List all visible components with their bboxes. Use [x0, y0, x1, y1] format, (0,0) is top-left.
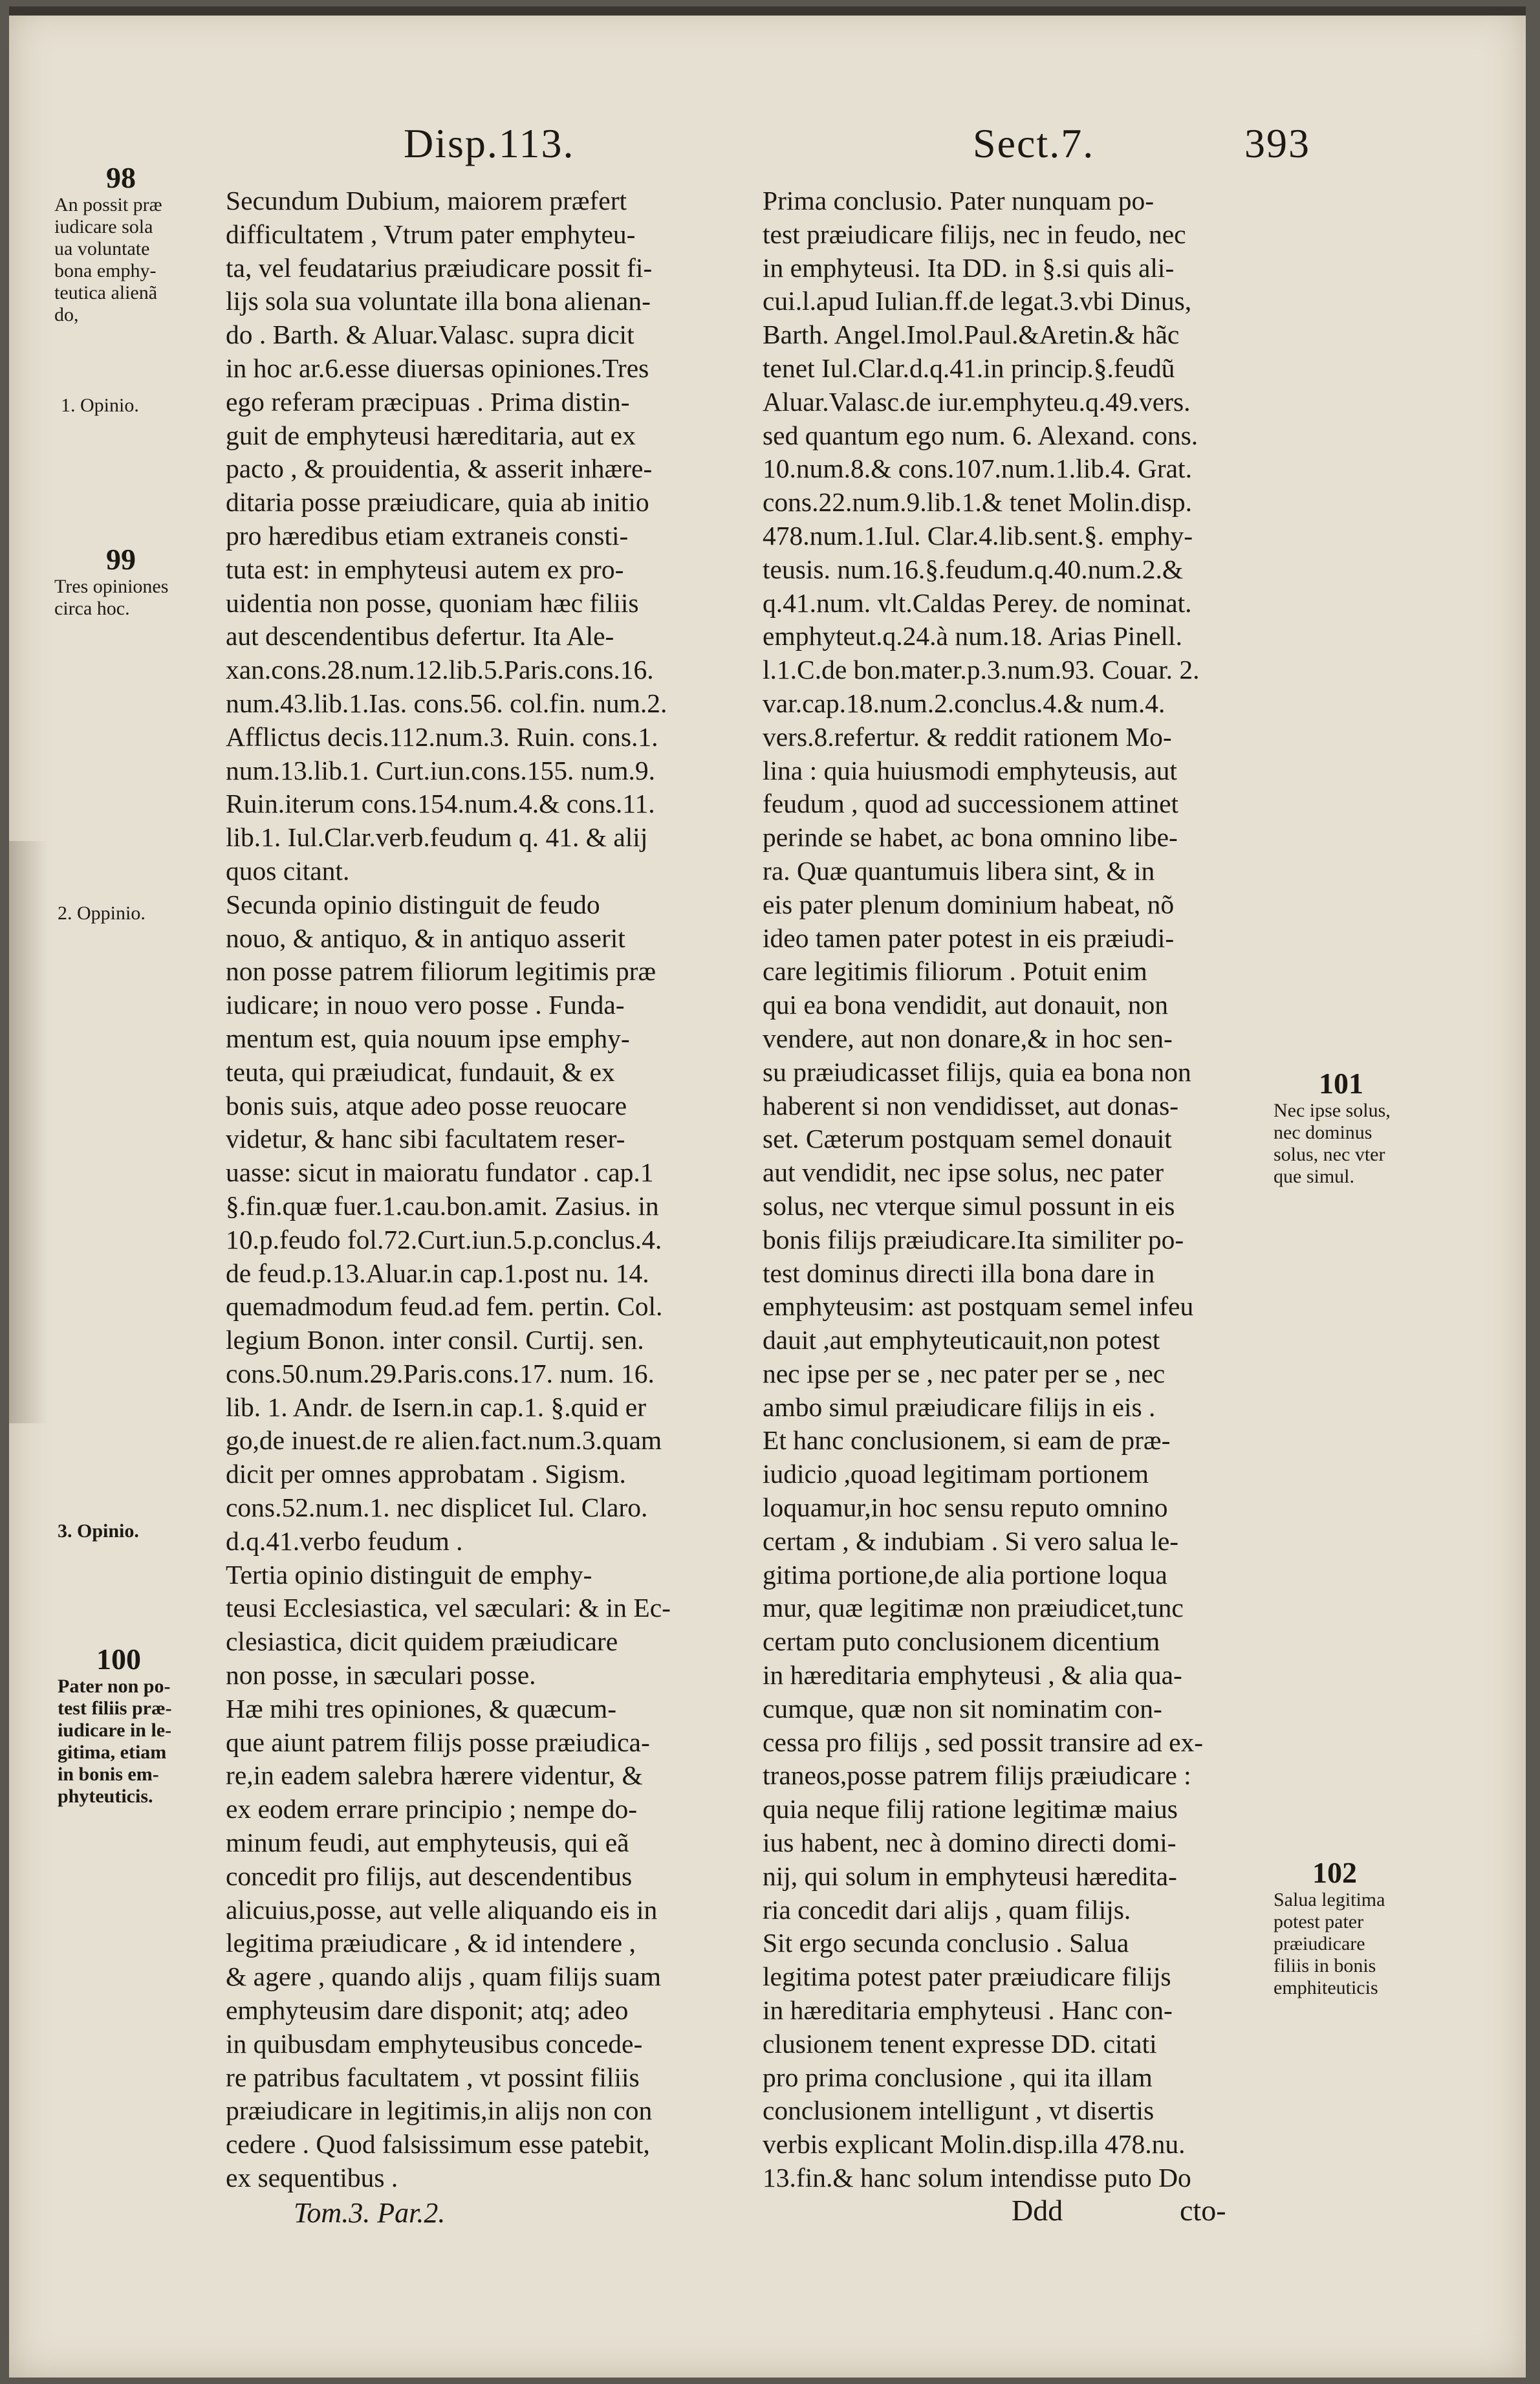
text-line: vers.8.refertur. & reddit rationem Mo- [763, 721, 1172, 752]
text-line: ra. Quæ quantumuis libera sint, & in [763, 855, 1155, 886]
margin-line: test filiis præ- [58, 1698, 172, 1719]
text-line: lib.1. Iul.Clar.verb.feudum q. 41. & alij [226, 822, 648, 853]
text-line: tenet Iul.Clar.d.q.41.in princip.§.feudũ [763, 353, 1175, 383]
text-line: ex eodem errare principio ; nempe do- [226, 1794, 638, 1824]
margin-line: solus, nec vter [1274, 1144, 1385, 1165]
footer-volume: Tom.3. Par.2. [294, 2197, 446, 2229]
margin-note-text [1274, 1100, 1422, 1188]
right-margin-note-101 [1274, 1067, 1422, 1188]
margin-line: Tres opiniones [54, 576, 169, 597]
text-line: Barth. Angel.Imol.Paul.&Aretin.& hãc [763, 320, 1180, 350]
text-line: alicuius,posse, aut velle aliquando eis in [226, 1894, 658, 1925]
text-line: 13.fin.& hanc solum intendisse puto Do [763, 2163, 1191, 2193]
margin-number: 100 [96, 1643, 141, 1676]
text-line: qui ea bona vendidit, aut donauit, non [763, 990, 1168, 1020]
text-line: cessa pro filijs , sed possit transire ad ex- [763, 1727, 1204, 1757]
text-line: Hæ mihi tres opiniones, & quæcum- [226, 1693, 617, 1723]
text-line: ria concedit dari alijs , quam filijs. [763, 1894, 1131, 1925]
margin-note-text [54, 576, 216, 620]
text-line: Ruin.iterum cons.154.num.4.& cons.11. [226, 789, 655, 819]
text-line: 10.num.8.& cons.107.num.1.lib.4. Grat. [763, 454, 1192, 484]
text-line: su præiudicasset filijs, quia ea bona non [763, 1056, 1191, 1087]
text-line: teuta, qui præiudicat, fundauit, & ex [226, 1056, 615, 1087]
text-line: traneos,posse patrem filijs præiudicare : [763, 1760, 1191, 1791]
text-line: concedit pro filijs, aut descendentibus [226, 1861, 633, 1891]
text-line: Secundum Dubium, maiorem præfert [226, 186, 627, 215]
text-line: §.fin.quæ fuer.1.cau.bon.amit. Zasius. in [226, 1190, 659, 1221]
margin-note-text [54, 194, 216, 326]
text-line: clesiastica, dicit quidem præiudicare [226, 1626, 618, 1657]
text-line: xan.cons.28.num.12.lib.5.Paris.cons.16. [226, 655, 654, 685]
text-line: legium Bonon. inter consil. Curtij. sen. [226, 1325, 644, 1355]
header-right: Sect.7. [973, 120, 1095, 166]
text-line: certam , & indubiam . Si vero salua le- [763, 1526, 1179, 1556]
text-line: uidentia non posse, quoniam hæc filiis [226, 587, 639, 618]
margin-line: iudicare in le- [58, 1720, 172, 1741]
margin-line: iudicare sola [54, 216, 153, 237]
text-line: in emphyteusi. Ita DD. in §.si quis ali- [763, 252, 1175, 283]
margin-line: præiudicare [1274, 1933, 1365, 1954]
text-line: ditaria posse præiudicare, quia ab initio [226, 487, 649, 518]
text-line: in hæreditaria emphyteusi . Hanc con- [763, 1995, 1173, 2026]
header-left: Disp.113. [404, 120, 575, 166]
text-line: uasse: sicut in maioratu fundator . cap.1 [226, 1157, 654, 1188]
book-page [9, 6, 1526, 2378]
left-margin-opinio-3: 3. Opinio. [58, 1520, 139, 1542]
text-line: ius habent, nec à domino directi domi- [763, 1828, 1177, 1858]
text-line: 478.num.1.Iul. Clar.4.lib.sent.§. emphy- [763, 520, 1193, 551]
text-line: cui.l.apud Iulian.ff.de legat.3.vbi Dinus, [763, 286, 1192, 316]
text-line: videtur, & hanc sibi facultatem reser- [226, 1124, 625, 1154]
text-line: l.1.C.de bon.mater.p.3.num.93. Couar. 2. [763, 655, 1200, 685]
margin-line: circa hoc. [54, 598, 130, 619]
margin-line: ua voluntate [54, 238, 150, 259]
text-line: do . Barth. & Aluar.Valasc. supra dicit [226, 320, 634, 350]
text-line: verbis explicant Molin.disp.illa 478.nu. [763, 2129, 1186, 2160]
text-line: loquamur,in hoc sensu reputo omnino [763, 1493, 1168, 1523]
text-line: minum feudi, aut emphyteusis, qui eã [226, 1828, 629, 1858]
margin-line: Pater non po- [58, 1676, 171, 1697]
text-line: go,de inuest.de re alien.fact.num.3.quam [226, 1425, 662, 1456]
text-line: emphyteut.q.24.à num.18. Arias Pinell. [763, 621, 1182, 651]
text-line: quemadmodum feud.ad fem. pertin. Col. [226, 1291, 663, 1322]
text-line: nouo, & antiquo, & in antiquo asserit [226, 923, 625, 953]
text-line: perinde se habet, ac bona omnino libe- [763, 822, 1178, 853]
margin-line: emphiteuticis [1274, 1977, 1378, 1998]
text-line: in hoc ar.6.esse diuersas opiniones.Tres [226, 353, 649, 383]
text-line: mur, quæ legitimæ non præiudicet,tunc [763, 1593, 1184, 1623]
page-gutter-stain [9, 841, 48, 1423]
page-number: 393 [1244, 120, 1310, 166]
text-line: nec ipse per se , nec pater per se , nec [763, 1358, 1166, 1388]
text-line: emphyteusim: ast postquam semel infeu [763, 1291, 1194, 1322]
left-margin-note-99 [54, 543, 216, 620]
text-line: set. Cæterum postquam semel donauit [763, 1124, 1172, 1154]
margin-line: phyteuticis. [58, 1786, 153, 1807]
margin-number: 98 [106, 161, 136, 194]
text-line: solus, nec vterque simul possunt in eis [763, 1190, 1175, 1221]
text-line: ex sequentibus . [226, 2163, 398, 2193]
text-line: legitima præiudicare , & id intendere , [226, 1928, 636, 1958]
margin-line: teutica alienã [54, 282, 158, 303]
text-line: bonis filijs præiudicare.Ita similiter po- [763, 1224, 1184, 1254]
text-line: in hæreditaria emphyteusi , & alia qua- [763, 1660, 1182, 1690]
text-line: que aiunt patrem filijs posse præiudica- [226, 1727, 650, 1757]
text-line: Prima conclusio. Pater nunquam po- [763, 186, 1155, 215]
text-line: teusi Ecclesiastica, vel sæculari: & in Ec- [226, 1593, 671, 1623]
text-line: lina : quia huiusmodi emphyteusis, aut [763, 755, 1177, 785]
text-line: ideo tamen pater potest in eis præiudi- [763, 923, 1175, 953]
text-line: haberent si non vendidisset, aut donas- [763, 1090, 1179, 1121]
text-line: feudum , quod ad successionem attinet [763, 789, 1179, 819]
text-line: q.41.num. vlt.Caldas Perey. de nominat. [763, 587, 1192, 618]
text-line: eis pater plenum dominium habeat, nõ [763, 889, 1175, 919]
margin-line: que simul. [1274, 1166, 1354, 1187]
footer-signature: Ddd [1012, 2194, 1063, 2227]
text-line: quos citant. [226, 855, 350, 886]
text-line: non posse patrem filiorum legitimis præ [226, 956, 656, 987]
text-line: in quibusdam emphyteusibus concede- [226, 2028, 643, 2059]
text-line: ego referam præcipuas . Prima distin- [226, 386, 630, 417]
text-line: re,in eadem salebra hærere videntur, & [226, 1760, 643, 1791]
text-line: guit de emphyteusi hæreditaria, aut ex [226, 420, 636, 450]
text-line: certam puto conclusionem dicentium [763, 1626, 1160, 1657]
footer-catchword: cto- [1180, 2194, 1226, 2227]
text-line: aut descendentibus defertur. Ita Ale- [226, 621, 614, 651]
text-line: dauit ,aut emphyteuticauit,non potest [763, 1325, 1160, 1355]
margin-line: Salua legitima [1274, 1889, 1385, 1910]
text-line: 10.p.feudo fol.72.Curt.iun.5.p.conclus.4. [226, 1224, 662, 1254]
text-line: lib. 1. Andr. de Isern.in cap.1. §.quid er [226, 1392, 647, 1422]
text-line: iudicare; in nouo vero posse . Funda- [226, 990, 625, 1020]
margin-line: in bonis em- [58, 1764, 159, 1785]
text-line: d.q.41.verbo feudum . [226, 1526, 463, 1556]
text-line: care legitimis filiorum . Potuit enim [763, 956, 1147, 987]
text-line: test præiudicare filijs, nec in feudo, nec [763, 219, 1186, 249]
text-line: ta, vel feudatarius præiudicare possit fi- [226, 252, 653, 283]
text-line: pro hæredibus etiam extraneis consti- [226, 520, 629, 551]
text-line: bonis suis, atque adeo posse reuocare [226, 1090, 627, 1121]
margin-number: 101 [1319, 1067, 1363, 1100]
text-line: teusis. num.16.§.feudum.q.40.num.2.& [763, 554, 1184, 584]
text-line: Afflictus decis.112.num.3. Ruin. cons.1. [226, 721, 658, 752]
text-line: Sit ergo secunda conclusio . Salua [763, 1928, 1129, 1958]
text-line: emphyteusim dare disponit; atq; adeo [226, 1995, 629, 2026]
text-line: lijs sola sua voluntate illa bona alienan- [226, 286, 651, 316]
left-margin-opinio-2: 2. Oppinio. [58, 902, 146, 924]
margin-number: 99 [106, 543, 136, 576]
text-line: cumque, quæ non sit nominatim con- [763, 1693, 1162, 1723]
margin-note-text [1274, 1889, 1422, 1999]
text-line: tuta est: in emphyteusi autem ex pro- [226, 554, 624, 584]
margin-note-text [58, 1676, 219, 1808]
text-line: cons.52.num.1. nec displicet Iul. Claro. [226, 1493, 648, 1523]
text-line: vendere, aut non donare,& in hoc sen- [763, 1023, 1173, 1053]
text-line: gitima portione,de alia portione loqua [763, 1559, 1167, 1590]
margin-line: filiis in bonis [1274, 1955, 1376, 1976]
text-line: legitima potest pater præiudicare filijs [763, 1962, 1171, 1992]
text-line: & agere , quando alijs , quam filijs suam [226, 1962, 662, 1992]
text-line: sed quantum ego num. 6. Alexand. cons. [763, 420, 1198, 450]
text-line: Tertia opinio distinguit de emphy- [226, 1559, 592, 1590]
text-line: cons.22.num.9.lib.1.& tenet Molin.disp. [763, 487, 1192, 518]
text-line: conclusionem intelligunt , vt disertis [763, 2095, 1155, 2126]
text-line: præiudicare in legitimis,in alijs non con [226, 2095, 653, 2126]
text-line: mentum est, quia nouum ipse emphy- [226, 1023, 630, 1053]
text-line: cedere . Quod falsissimum esse patebit, [226, 2129, 650, 2160]
text-line: cons.50.num.29.Paris.cons.17. num. 16. [226, 1358, 655, 1388]
text-line: pacto , & prouidentia, & asserit inhære- [226, 454, 653, 484]
text-line: var.cap.18.num.2.conclus.4.& num.4. [763, 688, 1166, 718]
text-line: dicit per omnes approbatam . Sigism. [226, 1459, 626, 1489]
text-line: non posse, in sæculari posse. [226, 1660, 536, 1690]
text-line: difficultatem , Vtrum pater emphyteu- [226, 219, 636, 249]
text-line: aut vendidit, nec ipse solus, nec pater [763, 1157, 1164, 1188]
text-line: num.13.lib.1. Curt.iun.cons.155. num.9. [226, 755, 655, 785]
text-line: re patribus facultatem , vt possint filiis [226, 2062, 640, 2092]
text-line: Et hanc conclusionem, si eam de præ- [763, 1425, 1171, 1456]
text-line: de feud.p.13.Aluar.in cap.1.post nu. 14. [226, 1258, 649, 1288]
text-line: pro prima conclusione , qui ita illam [763, 2062, 1153, 2092]
text-line: clusionem tenent expresse DD. citati [763, 2028, 1157, 2059]
left-text-column [226, 184, 782, 2195]
text-line: num.43.lib.1.Ias. cons.56. col.fin. num.2. [226, 688, 667, 718]
text-line: Aluar.Valasc.de iur.emphyteu.q.49.vers. [763, 386, 1191, 417]
margin-line: Nec ipse solus, [1274, 1100, 1391, 1121]
margin-line: potest pater [1274, 1911, 1364, 1932]
margin-number: 102 [1312, 1856, 1357, 1889]
left-margin-note-98 [54, 162, 216, 326]
text-line: Secunda opinio distinguit de feudo [226, 889, 600, 919]
left-margin-note-100 [58, 1643, 219, 1808]
margin-line: bona emphy- [54, 260, 157, 281]
right-margin-note-102 [1274, 1857, 1422, 1999]
text-line: test dominus directi illa bona dare in [763, 1258, 1155, 1288]
margin-line: An possit præ [54, 194, 162, 215]
right-text-column [763, 184, 1319, 2195]
margin-line: nec dominus [1274, 1122, 1372, 1143]
text-line: iudicio ,quoad legitimam portionem [763, 1459, 1149, 1489]
text-line: nij, qui solum in emphyteusi hæredita- [763, 1861, 1177, 1891]
text-line: ambo simul præiudicare filijs in eis . [763, 1392, 1156, 1422]
margin-line: do, [54, 304, 79, 325]
left-margin-opinio-1: 1. Opinio. [61, 395, 139, 416]
page-top-edge [9, 6, 1526, 16]
margin-line: gitima, etiam [58, 1742, 167, 1763]
text-line: quia neque filij ratione legitimæ maius [763, 1794, 1178, 1824]
